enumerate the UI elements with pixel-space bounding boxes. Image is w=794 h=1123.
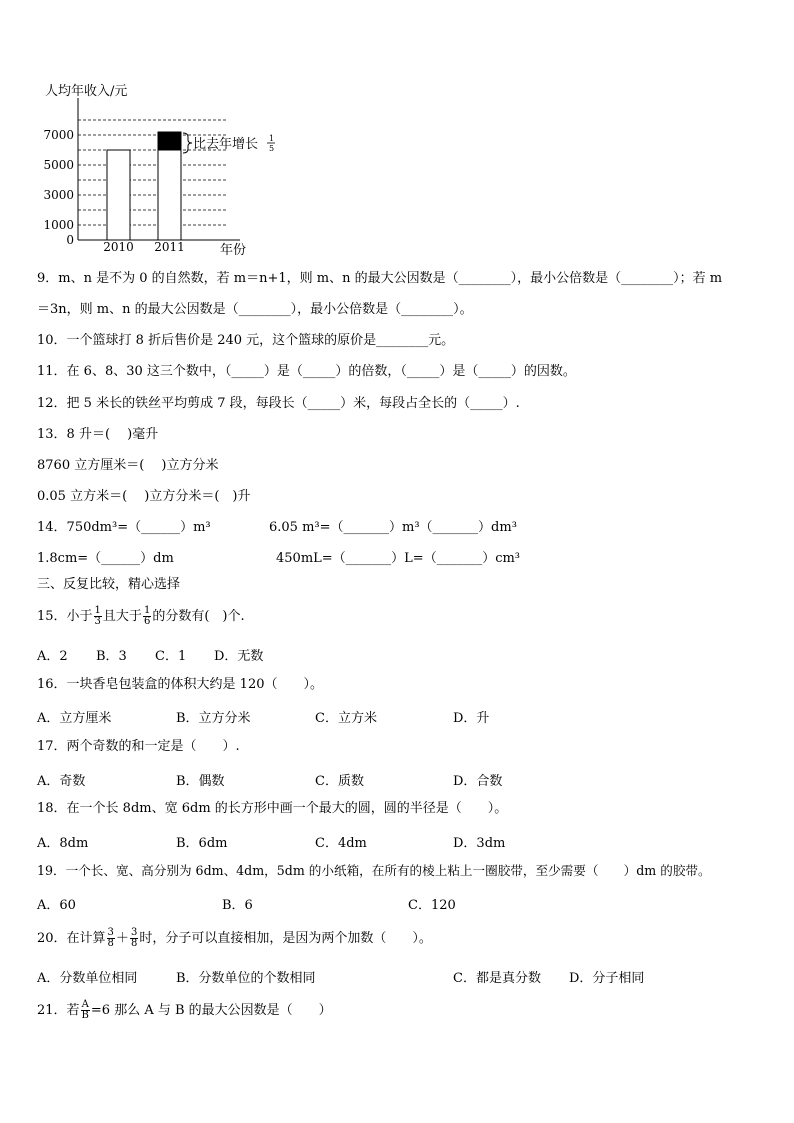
q16-option-d[interactable]: D．升 [453, 711, 490, 726]
question-14-d: 450mL=（_______）L=（_______）cm³ [276, 551, 521, 566]
question-16: 16．一块香皂包装盒的体积大约是 120（ ）。 [37, 677, 323, 692]
q21-f-den: B [81, 1010, 89, 1021]
question-13-c: 0.05 立方米＝( )立方分米＝( )升 [37, 489, 251, 504]
question-12: 12．把 5 米长的铁丝平均剪成 7 段，每段长（_____）米，每段占全长的（_____）. [37, 396, 520, 411]
bar-2010 [107, 150, 130, 240]
y-tick-labels [43, 128, 74, 247]
q20-plus: ＋ [115, 931, 129, 946]
q15-pre: 15．小于 [37, 609, 93, 624]
q18-option-b[interactable]: B．6dm [176, 836, 228, 851]
q15-f1-den: 3 [94, 616, 101, 627]
question-13-a: 13．8 升＝( )毫升 [37, 427, 159, 442]
q19-option-a[interactable]: A．60 [37, 898, 76, 913]
bar-2011 [158, 150, 181, 240]
x-axis-label: 年份 [220, 243, 247, 258]
annotation-text: 比去年增长 [193, 137, 259, 152]
section-3-heading: 三、反复比较，精心选择 [37, 577, 181, 592]
q15-post: 的分数有( )个. [152, 609, 245, 624]
category-label-2011: 2011 [154, 240, 185, 254]
annotation-frac-den: 5 [269, 144, 275, 153]
y-axis-label: 人均年收入/元 [45, 84, 128, 99]
y-tick-3000: 3000 [43, 188, 74, 202]
y-tick-5000: 5000 [43, 158, 74, 172]
q15-option-d[interactable]: D．无数 [214, 649, 264, 664]
q15-mid: 且大于 [102, 609, 142, 624]
bars [107, 132, 181, 240]
q18-option-c[interactable]: C．4dm [315, 836, 367, 851]
income-bar-chart [40, 80, 290, 265]
q15-option-c[interactable]: C．1 [155, 649, 187, 664]
question-10: 10．一个篮球打 8 折后售价是 240 元，这个篮球的原价是________元。 [37, 333, 455, 348]
annotation-frac-num: 1 [269, 134, 275, 143]
q19-option-b[interactable]: B．6 [222, 898, 253, 913]
q15-option-b[interactable]: B．3 [96, 649, 127, 664]
question-13-b: 8760 立方厘米＝( )立方分米 [37, 458, 219, 473]
question-19: 19．一个长、宽、高分别为 6dm、4dm，5dm 的小纸箱，在所有的棱上粘上一圈胶带，至少需要（ ）dm 的胶带。 [37, 863, 711, 878]
question-11: 11．在 6、8、30 这三个数中，（_____）是（_____）的倍数，（_____）是（_____）的因数。 [37, 364, 576, 379]
q18-option-a[interactable]: A．8dm [37, 836, 89, 851]
question-14-a: 14．750dm³=（______）m³ [37, 520, 211, 535]
q20-f1-den: 8 [107, 938, 114, 949]
q15-f2-den: 6 [143, 616, 151, 627]
q21-fraction [81, 1000, 90, 1021]
q15-option-a[interactable]: A．2 [37, 649, 68, 664]
q20-option-a[interactable]: A．分数单位相同 [37, 971, 138, 986]
q20-fraction-1 [107, 928, 115, 949]
q16-option-a[interactable]: A．立方厘米 [37, 711, 112, 726]
q20-option-b[interactable]: B．分数单位的个数相同 [176, 971, 316, 986]
question-17: 17．两个奇数的和一定是（ ）. [37, 739, 240, 754]
question-21 [37, 998, 332, 1024]
q15-fraction-1 [94, 606, 102, 627]
q20-pre: 20．在计算 [37, 931, 106, 946]
q21-f-num: A [81, 999, 89, 1010]
q15-f1-num: 1 [94, 605, 101, 616]
y-tick-7000: 7000 [43, 128, 74, 142]
chart-gridlines [78, 120, 228, 225]
q17-option-a[interactable]: A．奇数 [37, 774, 86, 789]
q16-option-c[interactable]: C．立方米 [315, 711, 377, 726]
y-tick-0: 0 [66, 233, 74, 247]
question-14-b: 6.05 m³=（_______）m³（_______）dm³ [269, 520, 517, 535]
question-18: 18．在一个长 8dm、宽 6dm 的长方形中画一个最大的圆，圆的半径是（ ）。 [37, 801, 508, 816]
q20-f2-num: 3 [130, 927, 138, 938]
q16-option-b[interactable]: B．立方分米 [176, 711, 251, 726]
q17-option-d[interactable]: D．合数 [453, 774, 503, 789]
q17-option-b[interactable]: B．偶数 [176, 774, 225, 789]
q15-fraction-2 [143, 606, 151, 627]
q20-fraction-2 [130, 928, 138, 949]
question-9-line1: 9．m、n 是不为 0 的自然数，若 m＝n+1，则 m、n 的最大公因数是（________），最小公倍数是（________）；若 m [37, 271, 723, 286]
q17-option-c[interactable]: C．质数 [315, 774, 364, 789]
q18-option-d[interactable]: D．3dm [453, 836, 506, 851]
question-14-c: 1.8cm=（______）dm [37, 551, 174, 566]
q20-option-d[interactable]: D．分子相同 [569, 971, 645, 986]
category-label-2010: 2010 [103, 240, 134, 254]
q20-post: 时，分子可以直接相加，是因为两个加数（ ）。 [139, 931, 432, 946]
q19-option-c[interactable]: C．120 [408, 898, 456, 913]
question-9-line2: ＝3n，则 m、n 的最大公因数是（________），最小公倍数是（________）。 [37, 302, 473, 317]
q15-f2-num: 1 [143, 605, 151, 616]
y-tick-1000: 1000 [43, 218, 74, 232]
question-15 [37, 604, 245, 630]
q20-f1-num: 3 [107, 927, 114, 938]
question-20 [37, 926, 432, 952]
q20-option-c[interactable]: C．都是真分数 [453, 971, 541, 986]
bar-2011-increase [158, 132, 181, 150]
q20-f2-den: 8 [130, 938, 138, 949]
q21-post: =6 那么 A 与 B 的最大公因数是（ ） [90, 1003, 332, 1018]
category-labels [103, 240, 185, 254]
q21-pre: 21．若 [37, 1003, 80, 1018]
